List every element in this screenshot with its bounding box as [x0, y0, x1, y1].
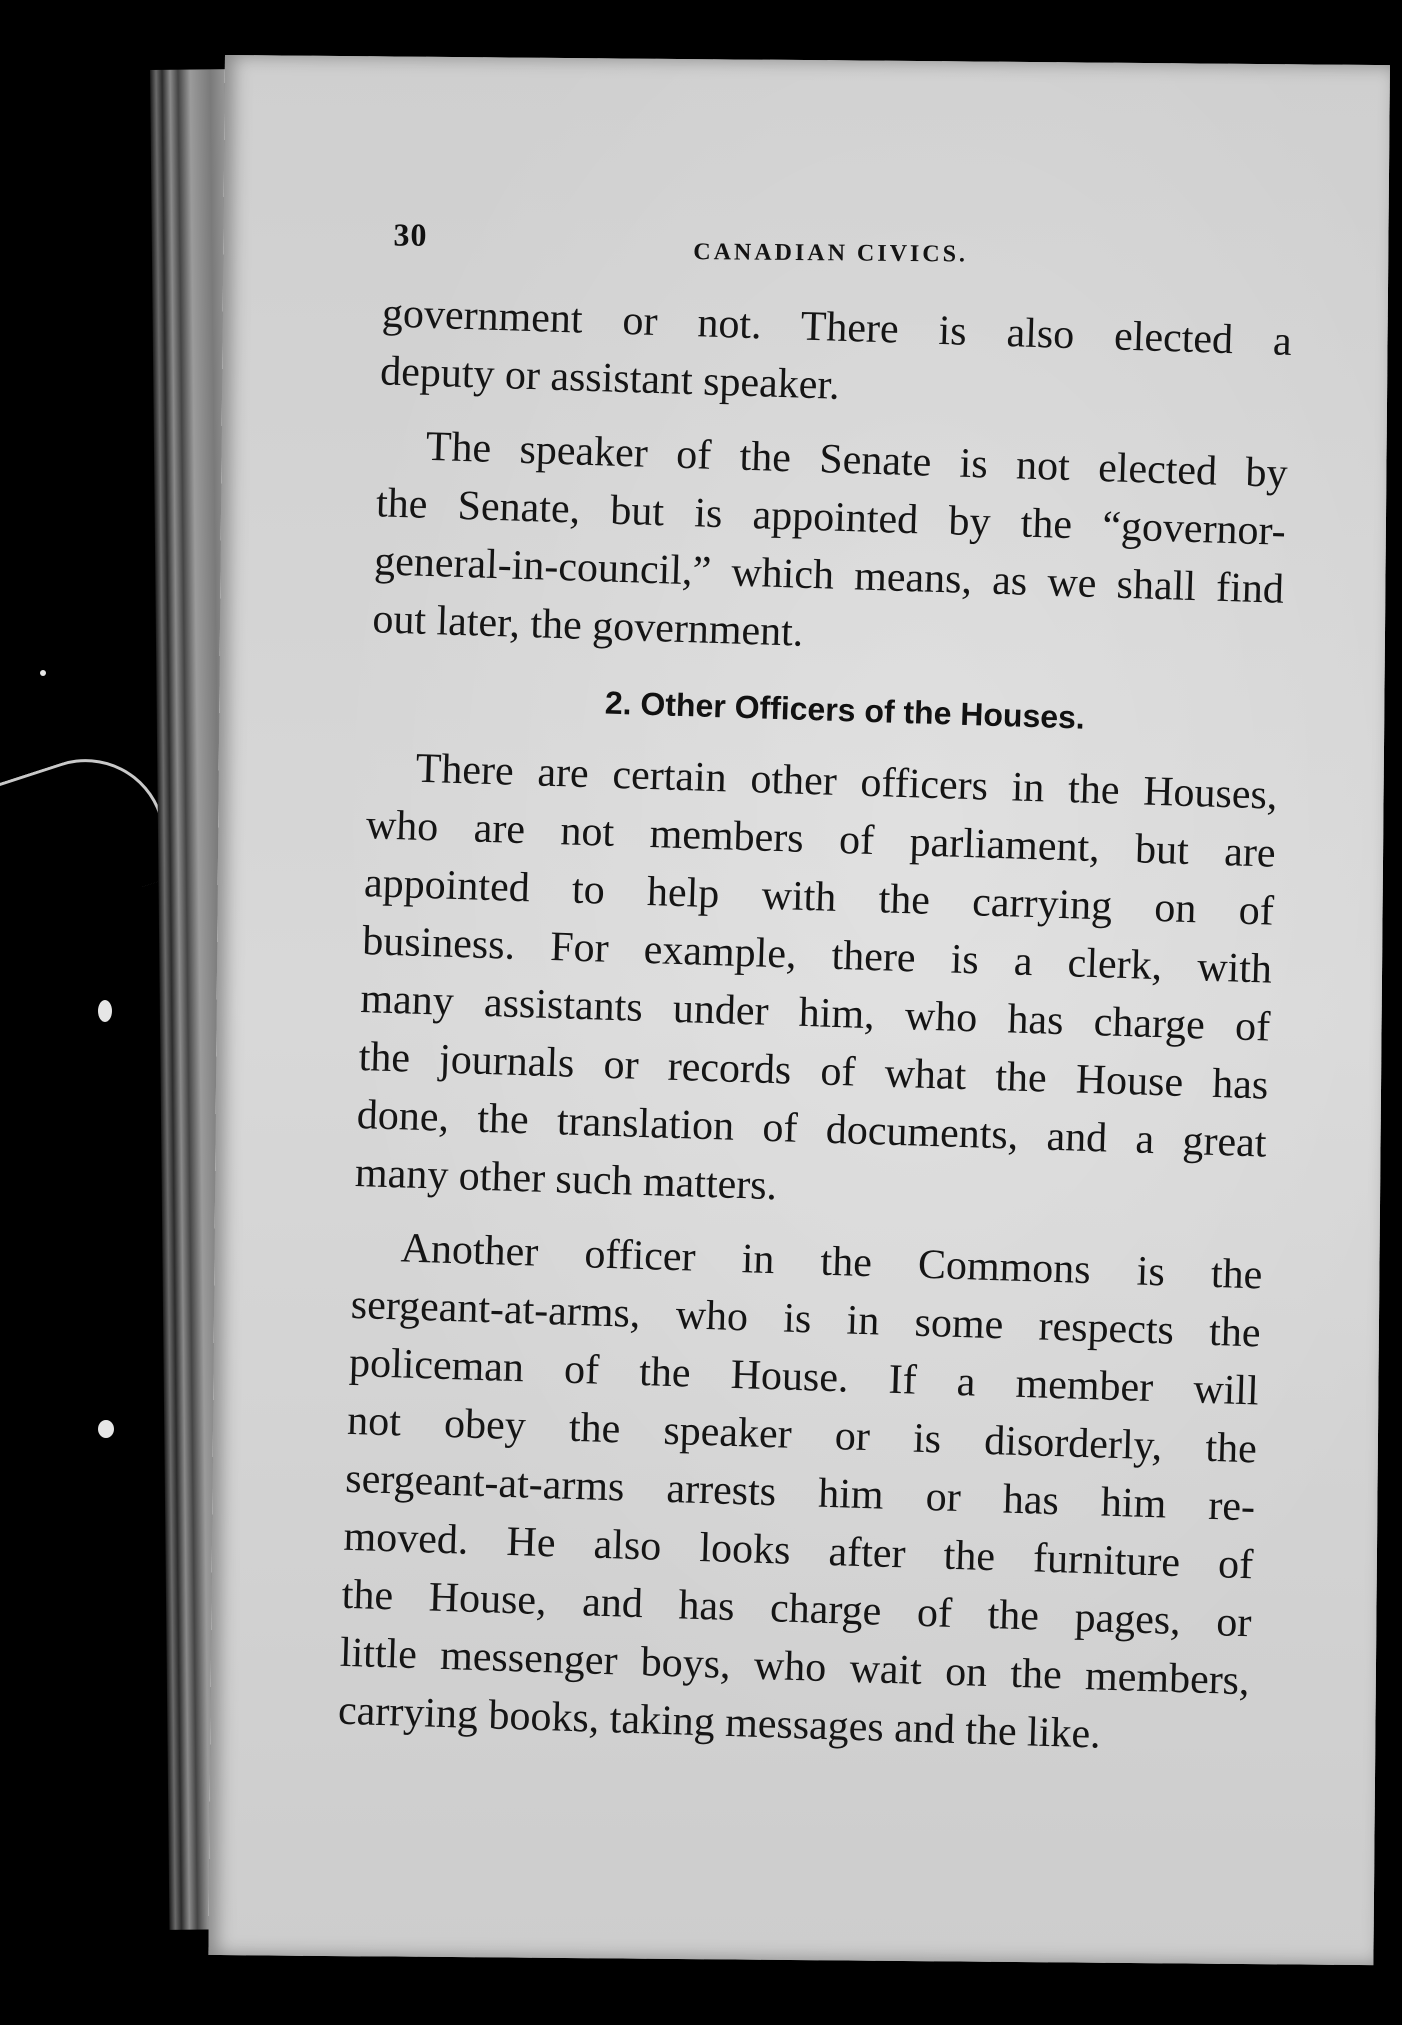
- text-line: business. For example, there is a clerk, with: [361, 918, 1273, 993]
- text-line: There are certain other officers in the Houses,: [415, 745, 1279, 819]
- paragraph: [337, 1218, 1263, 1768]
- text-line: policeman of the House. If a member will: [348, 1339, 1260, 1415]
- text-line: government or not. There is also elected a: [381, 290, 1293, 365]
- text-line: the House, and has charge of the pages, or: [341, 1571, 1253, 1647]
- text-line: done, the translation of documents, and a great: [356, 1091, 1268, 1167]
- section-heading: 2. Other Officers of the Houses.: [604, 684, 1086, 736]
- text-line: The speaker of the Senate is not elected by: [425, 423, 1289, 497]
- text-line: appointed to help with the carrying on of: [363, 860, 1275, 935]
- text-line: the Senate, but is appointed by the “governor-: [375, 480, 1287, 555]
- text-line: the journals or records of what the House has: [358, 1034, 1269, 1109]
- text-line: deputy or assistant speaker.: [379, 348, 841, 409]
- paragraph: [372, 416, 1289, 676]
- text-line: sergeant-at-arms, who is in some respects the: [350, 1281, 1262, 1357]
- paragraph: [379, 284, 1292, 429]
- book-page: [208, 55, 1390, 1965]
- text-line: sergeant-at-arms arrests him or has him re-: [344, 1455, 1256, 1531]
- text-line: not obey the speaker or is disorderly, the: [346, 1397, 1258, 1473]
- text-line: many assistants under him, who has charge of: [359, 976, 1271, 1051]
- page-number: 30: [393, 216, 428, 253]
- speck: [40, 670, 46, 676]
- paragraph: [354, 738, 1278, 1230]
- running-title: CANADIAN CIVICS.: [693, 239, 969, 268]
- text-line: little messenger boys, who wait on the members,: [339, 1629, 1251, 1705]
- body-text: [337, 284, 1293, 1784]
- text-line: general-in-council,” which means, as we shall find: [373, 538, 1285, 613]
- text-line: out later, the government.: [371, 596, 805, 656]
- text-line: moved. He also looks after the furniture of: [342, 1513, 1254, 1589]
- text-line: Another officer in the Commons is the: [400, 1225, 1264, 1299]
- text-line: who are not members of parliament, but are: [365, 802, 1277, 877]
- text-line: many other such matters.: [354, 1149, 778, 1210]
- torn-paper-edge: [0, 738, 181, 924]
- speck: [98, 1000, 112, 1022]
- text-line: carrying books, taking messages and the like.: [337, 1687, 1102, 1758]
- running-head: [393, 216, 1233, 283]
- speck: [98, 1420, 114, 1438]
